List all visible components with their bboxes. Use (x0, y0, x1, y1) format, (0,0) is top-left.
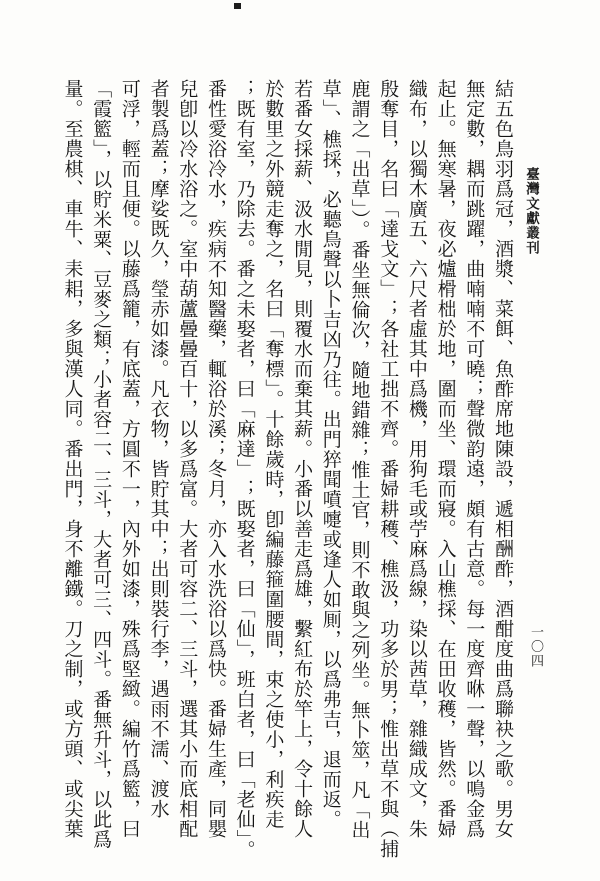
text-column: 者製爲蓋；摩娑既久，瑩赤如漆。凡衣物，皆貯其中；出則裝行李，遇雨不濡、渡水 (147, 79, 169, 819)
text-column: ；既有室，乃除去。番之未娶者，曰「麻達」；既娶者，曰「仙」，班白者，曰「老仙」。 (233, 79, 255, 860)
page-number: 一〇四 (529, 625, 544, 669)
main-text-block (57, 79, 516, 860)
text-column: 兒卽以冷水浴之。室中葫蘆曡曡百十，以多爲富。大者可容二、三斗，選其小而底相配 (176, 79, 198, 839)
text-column: 量。至農棋、車牛、耒耜，多與漢人同。番出門，身不離鐵。刀之制，或方頭、或尖葉 (61, 79, 83, 839)
text-column: 草」、樵採，必聽鳥聲以卜吉凶乃往。出門猝聞噴嚏或逢人如厠，以爲弗吉，退而返。 (319, 79, 341, 830)
text-column: 鹿謂之「出草」）。番坐無倫次，隨地錯雜；惟土官，則不敢與之列坐。無卜筮，凡「出 (348, 79, 370, 840)
text-column: 殷奪目，名曰「達戈文」；各社工拙不齊。番婦耕穫、樵汲，功多於男；惟出草不與（捕 (377, 79, 399, 859)
running-title: 臺灣文獻叢刊 (524, 167, 539, 256)
text-column: 番性愛浴冷水，疾病不知醫藥，輒浴於溪；冬月，亦入水洗浴以爲快。番婦生產，同嬰 (204, 79, 226, 839)
text-column: 「霞籃」，以貯米粟、豆麥之類；小者容二、三斗，大者可三、四斗。番無升斗，以此爲 (90, 79, 112, 850)
text-column: 起止。無寒暑，夜必爐榾柮於地，圍而坐、環而寢。入山樵採、在田收穫，皆然。番婦 (434, 79, 456, 839)
text-column: 結五色鳥羽爲冠，酒漿、菜餌、魚酢席地陳設，遞相酬酢，酒酣度曲爲聯袂之歌。男女 (492, 79, 513, 839)
text-column: 織布，以獨木廣五、六尺者虛其中爲機，用狗毛或苧麻爲線，染以茜草，雜織成文，朱 (405, 79, 427, 839)
ink-mark (234, 3, 241, 9)
text-column: 若番女採薪、汲水閒見，則覆水而棄其薪。小番以善走爲雄，繫紅布於竿上，令十餘人 (291, 79, 313, 839)
text-column: 於數里之外競走奪之，名曰「奪標」。十餘歲時，卽編藤箍圍腰間，束之使小，利疾走 (262, 79, 284, 830)
text-column: 可浮，輕而且便。以藤爲籠，有底蓋，方圓不一，內外如漆，殊爲堅緻。編竹爲籃，曰 (118, 79, 140, 839)
text-column: 無定數，耦而跳躍，曲喃喃不可曉；聲微韵遠，頗有古意。每一度齊咻一聲，以鳴金爲 (463, 79, 485, 839)
